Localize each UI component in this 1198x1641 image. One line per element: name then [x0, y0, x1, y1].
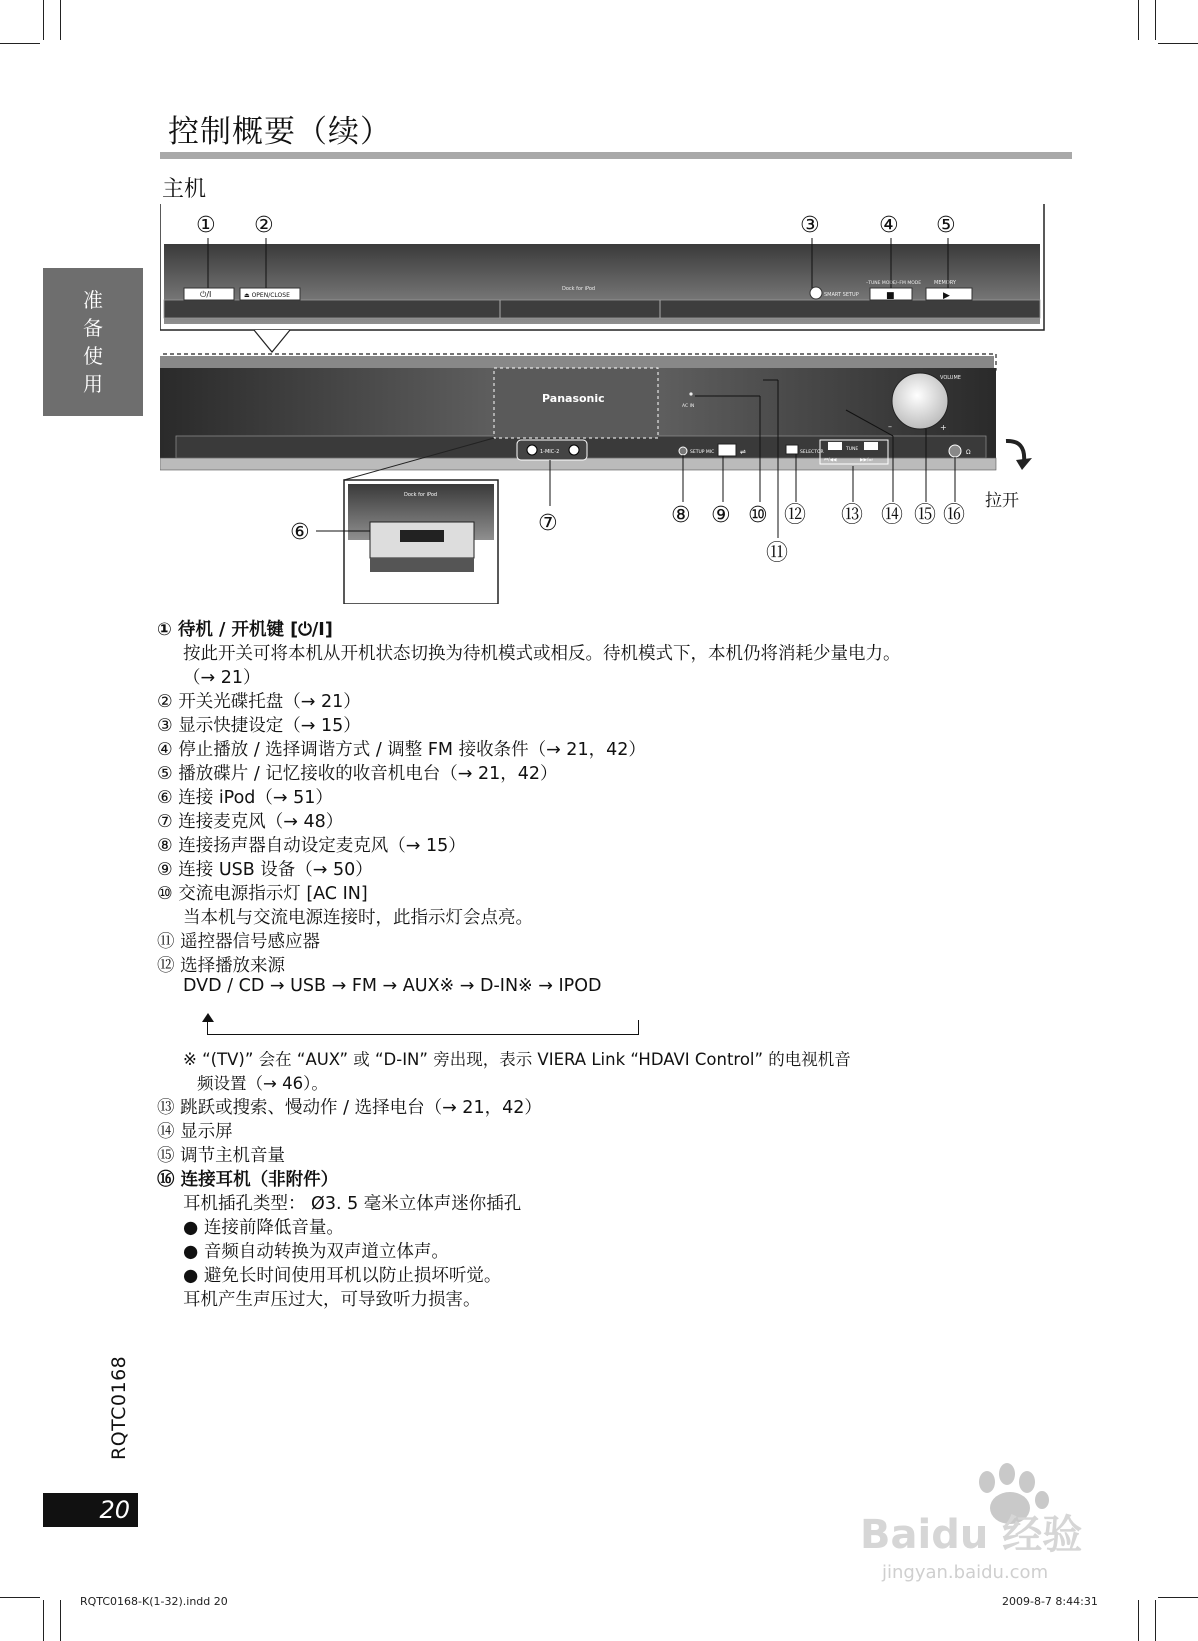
- skip-forward-label: ▶▶/⏭: [860, 458, 873, 463]
- list-item: 按此开关可将本机从开机状态切换为待机模式或相反。待机模式下，本机仍将消耗少量电力。: [183, 644, 901, 664]
- callout-4: ④: [879, 213, 899, 238]
- setup-mic-jack[interactable]: [679, 447, 687, 455]
- footer-left: RQTC0168-K(1-32).indd 20: [80, 1595, 228, 1608]
- list-item: ① 待机 / 开机键 [⏻/I]: [157, 620, 333, 640]
- title-rule: [160, 152, 1072, 159]
- volume-plus: +: [940, 423, 947, 432]
- callout-9: ⑨: [711, 503, 731, 528]
- callout-8: ⑧: [671, 503, 691, 528]
- callout-15: ⑮: [914, 503, 937, 528]
- list-item: ⑪ 遥控器信号感应器: [157, 932, 321, 952]
- bullet-item: ● 连接前降低音量。: [183, 1218, 344, 1238]
- callout-2: ②: [254, 213, 274, 238]
- list-item: ② 开关光碟托盘（→ 21）: [157, 692, 361, 712]
- list-item: ⑦ 连接麦克风（→ 48）: [157, 812, 344, 832]
- setup-mic-label: SETUP MIC: [690, 450, 715, 455]
- crop-mark: [1155, 0, 1156, 40]
- doc-code: RQTC0168: [108, 1355, 130, 1460]
- memory-label: MEMORY: [934, 280, 956, 286]
- loop-arrow-icon: [202, 1013, 214, 1022]
- list-item: 耳机插孔类型： Ø3. 5 毫米立体声迷你插孔: [183, 1194, 522, 1214]
- skip-back-label: ⏮/◀◀: [824, 458, 837, 463]
- callout-16: ⑯: [943, 503, 966, 528]
- baidu-watermark: [852, 1460, 1132, 1590]
- list-item: ⑨ 连接 USB 设备（→ 50）: [157, 860, 373, 880]
- crop-mark: [0, 1597, 40, 1598]
- list-item: ⑬ 跳跃或搜索、慢动作 / 选择电台（→ 21，42）: [157, 1098, 542, 1118]
- callout-6: ⑥: [290, 520, 310, 545]
- callout-3: ③: [800, 213, 820, 238]
- list-item: ⑯ 连接耳机（非附件）: [157, 1170, 339, 1190]
- dock-inset-label: Dock for iPod: [404, 492, 438, 498]
- tune-down-button[interactable]: [828, 442, 842, 450]
- mic-label: 1-MIC-2: [540, 449, 560, 455]
- smart-setup-button[interactable]: [810, 287, 822, 299]
- list-item: 当本机与交流电源连接时，此指示灯会点亮。: [183, 908, 533, 928]
- callout-12: ⑫: [784, 503, 807, 528]
- play-icon: ▶: [943, 291, 950, 301]
- mic2-jack[interactable]: [569, 445, 579, 455]
- headphone-jack[interactable]: [949, 445, 961, 457]
- usb-port[interactable]: [718, 444, 736, 456]
- crop-mark: [60, 0, 61, 40]
- loop-back-line: [207, 1020, 639, 1035]
- crop-mark: [1138, 0, 1139, 40]
- open-close-label: ⏏ OPEN/CLOSE: [244, 292, 290, 299]
- stop-icon: ■: [886, 291, 895, 301]
- callout-14: ⑭: [881, 503, 904, 528]
- pull-open-arrow: [1006, 441, 1024, 462]
- list-item: ⑫ 选择播放来源: [157, 956, 286, 976]
- section-subtitle: 主机: [162, 177, 207, 202]
- side-tab-char: 使: [83, 344, 103, 368]
- list-item: ⑥ 连接 iPod（→ 51）: [157, 788, 333, 808]
- ac-in-indicator: [689, 392, 692, 395]
- list-item: ⑧ 连接扬声器自动设定麦克风（→ 15）: [157, 836, 466, 856]
- watermark-sub: jingyan.baidu.com: [882, 1562, 1049, 1583]
- usb-icon: ⇌: [740, 448, 746, 456]
- ac-in-label: AC IN: [682, 404, 695, 409]
- list-item: ⑭ 显示屏: [157, 1122, 233, 1142]
- headphone-icon: Ω: [966, 449, 971, 456]
- side-tab-char: 备: [83, 316, 103, 340]
- list-item: ⑮ 调节主机音量: [157, 1146, 286, 1166]
- footnote: ※ “(TV)” 会在 “AUX” 或 “D-IN” 旁出现，表示 VIERA Link “HDAVI Control” 的电视机音: [183, 1050, 851, 1069]
- list-item: 耳机产生声压过大，可导致听力损害。: [183, 1290, 481, 1310]
- smart-setup-label: SMART SETUP: [824, 292, 859, 298]
- callout-10: ⑩: [748, 503, 768, 528]
- device-figure: [160, 204, 1050, 604]
- crop-mark: [1138, 1600, 1139, 1641]
- standby-label: ⏻/I: [200, 290, 212, 299]
- volume-minus: –: [888, 422, 892, 431]
- list-item: （→ 21）: [183, 668, 261, 688]
- list-item: ⑩ 交流电源指示灯 [AC IN]: [157, 884, 368, 904]
- page-number: 20: [43, 1493, 138, 1527]
- crop-mark: [1158, 1597, 1198, 1598]
- crop-mark: [1155, 1600, 1156, 1641]
- callout-1: ①: [196, 213, 216, 238]
- callout-13: ⑬: [841, 503, 864, 528]
- page-title: 控制概要（续）: [168, 114, 392, 150]
- tune-mode-label: –TUNE MODE/–FM MODE: [866, 281, 922, 286]
- bullet-item: ● 避免长时间使用耳机以防止损坏听觉。: [183, 1266, 502, 1286]
- brand-logo: Panasonic: [542, 392, 605, 405]
- crop-mark: [1158, 43, 1198, 44]
- list-item: ④ 停止播放 / 选择调谐方式 / 调整 FM 接收条件（→ 21，42）: [157, 740, 646, 760]
- callout-11: ⑪: [766, 541, 789, 566]
- crop-mark: [60, 1600, 61, 1641]
- side-tab-char: 准: [83, 288, 103, 312]
- watermark-main: Baidu 经验: [860, 1512, 1083, 1558]
- crop-mark: [43, 1600, 44, 1641]
- pull-open-label: 拉开: [985, 491, 1019, 511]
- mic1-jack[interactable]: [527, 445, 537, 455]
- list-item: ⑤ 播放碟片 / 记忆接收的收音机电台（→ 21，42）: [157, 764, 558, 784]
- selector-button[interactable]: [786, 445, 798, 454]
- source-sequence: DVD / CD → USB → FM → AUX※ → D-IN※ → IPOD: [183, 976, 602, 996]
- callout-7: ⑦: [538, 511, 558, 536]
- footnote: 频设置（→ 46）。: [197, 1074, 328, 1093]
- bullet-item: ● 音频自动转换为双声道立体声。: [183, 1242, 449, 1262]
- side-tab-char: 用: [83, 372, 103, 396]
- tune-up-button[interactable]: [864, 442, 878, 450]
- list-item: ③ 显示快捷设定（→ 15）: [157, 716, 361, 736]
- crop-mark: [43, 0, 44, 40]
- callout-5: ⑤: [936, 213, 956, 238]
- side-tab: [43, 268, 143, 416]
- crop-mark: [0, 43, 40, 44]
- volume-label: VOLUME: [940, 375, 961, 381]
- selector-label: SELECTOR: [800, 450, 824, 455]
- volume-knob[interactable]: [892, 373, 948, 429]
- tune-label: TUNE: [846, 447, 859, 452]
- dock-top-label: Dock for iPod: [562, 286, 596, 292]
- footer-right: 2009-8-7 8:44:31: [1002, 1595, 1098, 1608]
